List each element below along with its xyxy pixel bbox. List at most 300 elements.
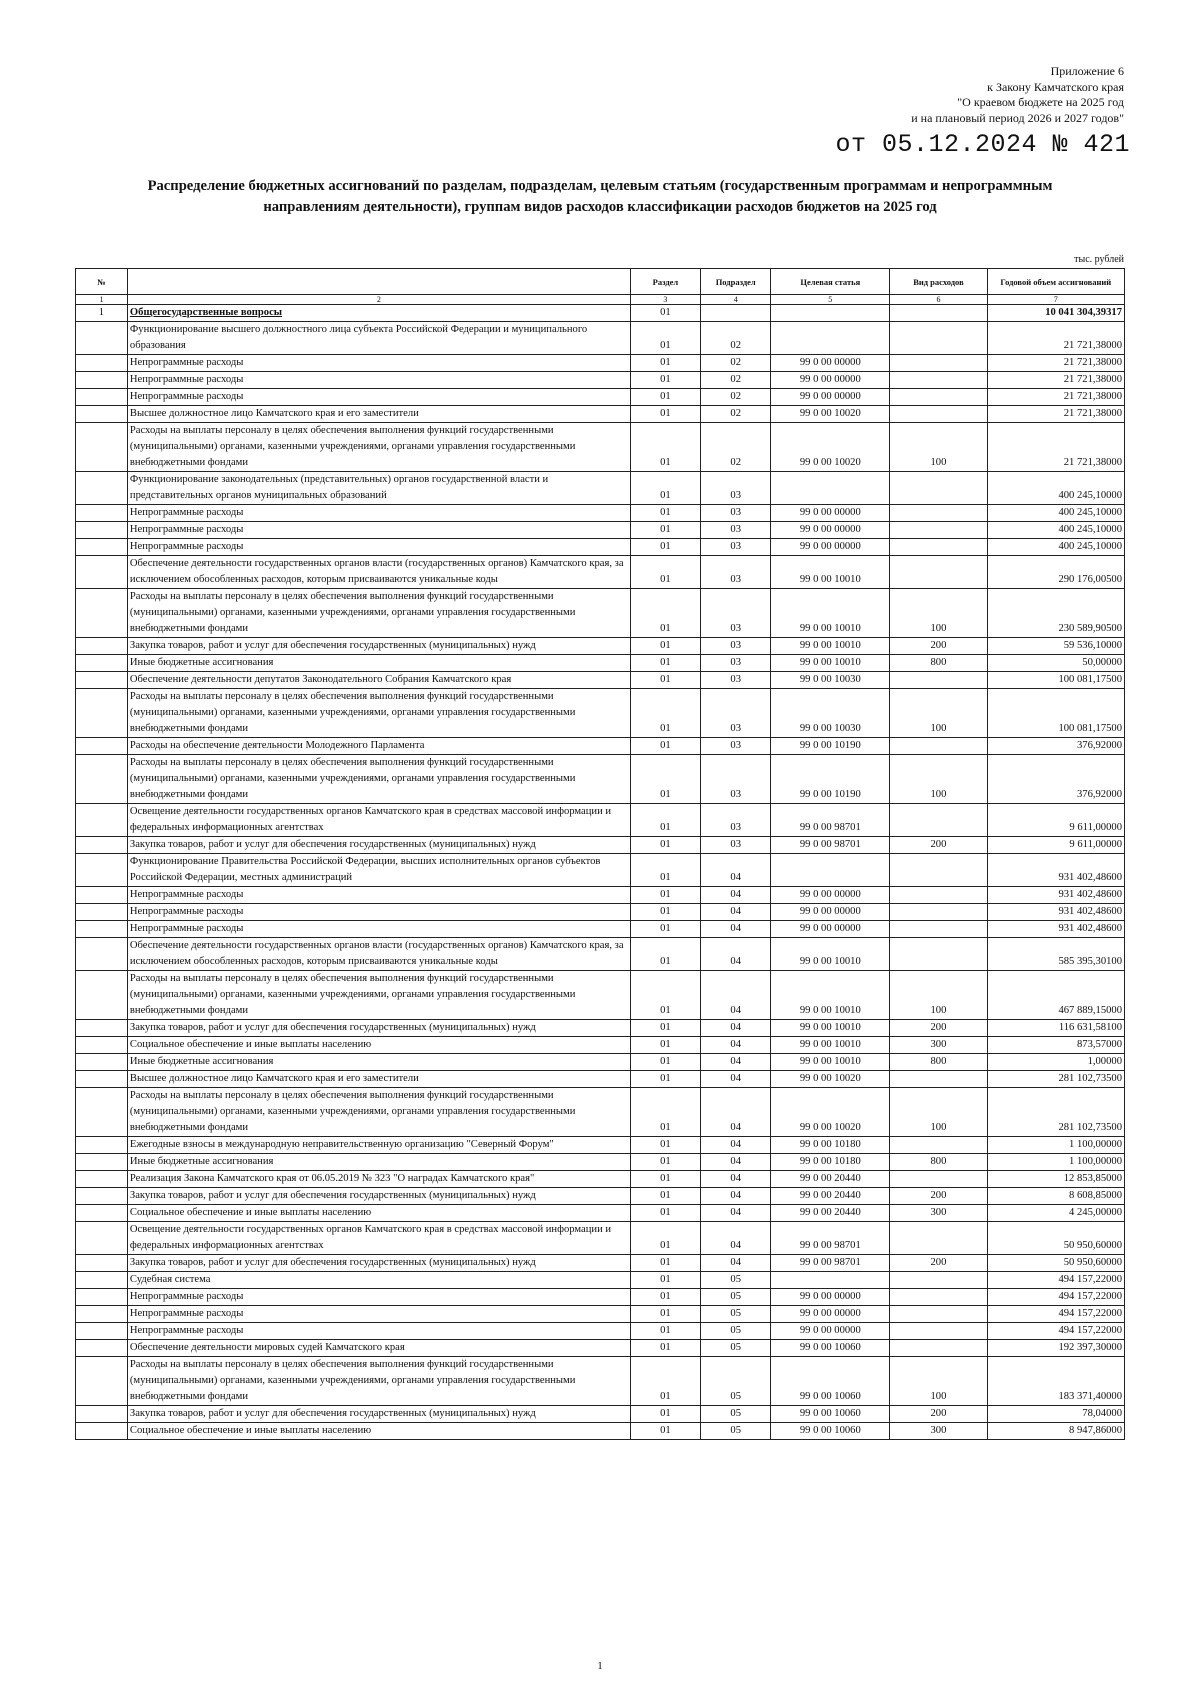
row-amount: 21 721,38000 (987, 372, 1124, 389)
row-name: Непрограммные расходы (127, 372, 630, 389)
row-expense-type: 100 (890, 971, 987, 1020)
row-amount: 281 102,73500 (987, 1088, 1124, 1137)
row-number (76, 854, 128, 887)
row-expense-type (890, 1306, 987, 1323)
row-expense-type: 200 (890, 1406, 987, 1423)
row-subsection: 05 (701, 1340, 771, 1357)
table-row (76, 389, 1125, 406)
row-section: 01 (630, 539, 700, 556)
row-expense-type: 800 (890, 1154, 987, 1171)
table-row (76, 1037, 1125, 1054)
row-section: 01 (630, 1088, 700, 1137)
row-target-article: 99 0 00 00000 (771, 539, 890, 556)
row-expense-type (890, 322, 987, 355)
row-target-article: 99 0 00 10030 (771, 689, 890, 738)
row-target-article: 99 0 00 00000 (771, 355, 890, 372)
row-subsection: 02 (701, 372, 771, 389)
row-amount: 494 157,22000 (987, 1272, 1124, 1289)
row-amount: 494 157,22000 (987, 1323, 1124, 1340)
row-expense-type (890, 472, 987, 505)
row-number (76, 1272, 128, 1289)
row-target-article: 99 0 00 00000 (771, 904, 890, 921)
row-number (76, 1323, 128, 1340)
table-row (76, 837, 1125, 854)
row-target-article (771, 472, 890, 505)
column-number: 7 (987, 295, 1124, 305)
table-row (76, 689, 1125, 738)
row-number (76, 738, 128, 755)
row-name: Обеспечение деятельности государственных органов власти (государственных органов) Камчатского края, за исключением обособленных расходов, которым присваиваются уникальные коды (127, 556, 630, 589)
row-section: 01 (630, 887, 700, 904)
row-subsection: 04 (701, 1054, 771, 1071)
table-row (76, 1154, 1125, 1171)
row-number (76, 1205, 128, 1222)
table-row (76, 1137, 1125, 1154)
row-name: Расходы на выплаты персоналу в целях обеспечения выполнения функций государственными (муниципальными) органами, казенными учреждениями, органами управления государственными внебюджетными фондами (127, 971, 630, 1020)
row-subsection: 04 (701, 1188, 771, 1205)
row-number (76, 406, 128, 423)
row-name: Непрограммные расходы (127, 522, 630, 539)
row-number (76, 472, 128, 505)
row-amount: 400 245,10000 (987, 472, 1124, 505)
column-numbers-row (76, 295, 1125, 305)
row-amount: 400 245,10000 (987, 539, 1124, 556)
row-subsection: 04 (701, 971, 771, 1020)
row-target-article (771, 854, 890, 887)
table-row (76, 1188, 1125, 1205)
row-expense-type: 200 (890, 638, 987, 655)
units-label: тыс. рублей (1074, 254, 1124, 265)
header-subsection: Подраздел (701, 269, 771, 295)
row-expense-type (890, 355, 987, 372)
row-target-article: 99 0 00 00000 (771, 389, 890, 406)
row-amount: 1 100,00000 (987, 1154, 1124, 1171)
row-subsection (701, 305, 771, 322)
table-row (76, 1171, 1125, 1188)
row-target-article: 99 0 00 20440 (771, 1188, 890, 1205)
row-name: Освещение деятельности государственных органов Камчатского края в средствах массовой информации и федеральных информационных агентствах (127, 804, 630, 837)
row-target-article: 99 0 00 10190 (771, 738, 890, 755)
row-number (76, 1289, 128, 1306)
row-expense-type: 100 (890, 1088, 987, 1137)
row-amount: 400 245,10000 (987, 522, 1124, 539)
row-expense-type (890, 1137, 987, 1154)
row-section: 01 (630, 1306, 700, 1323)
table-row (76, 755, 1125, 804)
row-target-article: 99 0 00 20440 (771, 1171, 890, 1188)
row-subsection: 04 (701, 938, 771, 971)
row-expense-type (890, 854, 987, 887)
row-target-article: 99 0 00 10030 (771, 672, 890, 689)
table-body (76, 305, 1125, 1440)
table-row (76, 655, 1125, 672)
row-section: 01 (630, 1137, 700, 1154)
row-number (76, 1171, 128, 1188)
row-amount: 78,04000 (987, 1406, 1124, 1423)
header-name (127, 269, 630, 295)
appendix-line: к Закону Камчатского края (987, 79, 1124, 94)
row-subsection: 05 (701, 1323, 771, 1340)
row-section: 01 (630, 655, 700, 672)
row-subsection: 02 (701, 322, 771, 355)
table-row (76, 305, 1125, 322)
row-expense-type: 200 (890, 837, 987, 854)
row-section: 01 (630, 355, 700, 372)
row-number (76, 423, 128, 472)
page-number: 1 (597, 1660, 603, 1672)
row-name: Расходы на выплаты персоналу в целях обеспечения выполнения функций государственными (муниципальными) органами, казенными учреждениями, органами управления государственными внебюджетными фондами (127, 423, 630, 472)
row-name: Закупка товаров, работ и услуг для обеспечения государственных (муниципальных) нужд (127, 638, 630, 655)
row-number (76, 804, 128, 837)
row-target-article: 99 0 00 00000 (771, 1323, 890, 1340)
row-subsection: 03 (701, 837, 771, 854)
row-amount: 931 402,48600 (987, 887, 1124, 904)
column-number: 4 (701, 295, 771, 305)
row-name: Непрограммные расходы (127, 887, 630, 904)
table-row (76, 738, 1125, 755)
row-number (76, 1137, 128, 1154)
row-number (76, 971, 128, 1020)
row-name: Закупка товаров, работ и услуг для обеспечения государственных (муниципальных) нужд (127, 1406, 630, 1423)
row-subsection: 05 (701, 1406, 771, 1423)
row-section: 01 (630, 1255, 700, 1272)
row-expense-type (890, 738, 987, 755)
row-amount: 290 176,00500 (987, 556, 1124, 589)
row-expense-type: 300 (890, 1205, 987, 1222)
row-expense-type: 200 (890, 1188, 987, 1205)
row-name: Непрограммные расходы (127, 1289, 630, 1306)
table-row (76, 522, 1125, 539)
table-row (76, 1020, 1125, 1037)
row-number (76, 1020, 128, 1037)
row-subsection: 03 (701, 589, 771, 638)
row-number (76, 1037, 128, 1054)
table-row (76, 672, 1125, 689)
table-row (76, 804, 1125, 837)
table-row (76, 1357, 1125, 1406)
row-number (76, 1255, 128, 1272)
row-target-article: 99 0 00 10180 (771, 1137, 890, 1154)
row-number (76, 755, 128, 804)
row-target-article: 99 0 00 00000 (771, 887, 890, 904)
row-expense-type (890, 804, 987, 837)
row-target-article (771, 1272, 890, 1289)
row-expense-type: 100 (890, 689, 987, 738)
date-number-stamp: от 05.12.2024 № 421 (835, 130, 1130, 159)
row-amount: 12 853,85000 (987, 1171, 1124, 1188)
row-section: 01 (630, 589, 700, 638)
row-target-article: 99 0 00 10010 (771, 1054, 890, 1071)
row-subsection: 05 (701, 1423, 771, 1440)
row-subsection: 05 (701, 1289, 771, 1306)
row-number (76, 389, 128, 406)
row-section: 01 (630, 1289, 700, 1306)
row-expense-type: 100 (890, 423, 987, 472)
row-section: 01 (630, 938, 700, 971)
document-title: Распределение бюджетных ассигнований по разделам, подразделам, целевым статьям (государственным программам и непрограммным направлениям деятельности), группам видов расходов классификации расходов бюджетов на 2025 год (147, 178, 1053, 215)
row-subsection: 02 (701, 423, 771, 472)
row-target-article: 99 0 00 98701 (771, 837, 890, 854)
row-expense-type: 100 (890, 1357, 987, 1406)
header-target-article: Целевая статья (771, 269, 890, 295)
table-row (76, 1340, 1125, 1357)
row-subsection: 03 (701, 755, 771, 804)
row-amount: 931 402,48600 (987, 921, 1124, 938)
row-name: Общегосударственные вопросы (127, 305, 630, 322)
row-expense-type (890, 1171, 987, 1188)
row-section: 01 (630, 854, 700, 887)
row-subsection: 04 (701, 1171, 771, 1188)
row-number: 1 (76, 305, 128, 322)
row-amount: 494 157,22000 (987, 1289, 1124, 1306)
row-section: 01 (630, 389, 700, 406)
row-target-article: 99 0 00 10010 (771, 638, 890, 655)
row-section: 01 (630, 406, 700, 423)
row-expense-type (890, 672, 987, 689)
row-section: 01 (630, 904, 700, 921)
row-name: Высшее должностное лицо Камчатского края и его заместители (127, 1071, 630, 1088)
appendix-header (911, 64, 1124, 126)
row-target-article: 99 0 00 10060 (771, 1357, 890, 1406)
row-target-article: 99 0 00 00000 (771, 505, 890, 522)
row-subsection: 04 (701, 1088, 771, 1137)
row-expense-type: 800 (890, 1054, 987, 1071)
row-amount: 50 950,60000 (987, 1255, 1124, 1272)
row-target-article: 99 0 00 10010 (771, 1020, 890, 1037)
row-number (76, 1154, 128, 1171)
row-amount: 4 245,00000 (987, 1205, 1124, 1222)
row-name: Закупка товаров, работ и услуг для обеспечения государственных (муниципальных) нужд (127, 1020, 630, 1037)
row-target-article: 99 0 00 00000 (771, 1306, 890, 1323)
row-target-article: 99 0 00 10020 (771, 1088, 890, 1137)
row-name: Ежегодные взносы в международную неправительственную организацию "Северный Форум" (127, 1137, 630, 1154)
row-subsection: 05 (701, 1306, 771, 1323)
row-expense-type (890, 556, 987, 589)
row-target-article: 99 0 00 00000 (771, 522, 890, 539)
row-name: Закупка товаров, работ и услуг для обеспечения государственных (муниципальных) нужд (127, 1255, 630, 1272)
row-expense-type (890, 505, 987, 522)
row-number (76, 1340, 128, 1357)
row-amount: 21 721,38000 (987, 406, 1124, 423)
table-row (76, 1088, 1125, 1137)
row-target-article: 99 0 00 10060 (771, 1340, 890, 1357)
row-subsection: 02 (701, 406, 771, 423)
row-amount: 9 611,00000 (987, 804, 1124, 837)
row-number (76, 1054, 128, 1071)
row-expense-type (890, 938, 987, 971)
table-row (76, 1071, 1125, 1088)
row-name: Расходы на выплаты персоналу в целях обеспечения выполнения функций государственными (муниципальными) органами, казенными учреждениями, органами управления государственными внебюджетными фондами (127, 589, 630, 638)
header-section: Раздел (630, 269, 700, 295)
row-subsection: 04 (701, 1222, 771, 1255)
header-annual-amount: Годовой объем ассигнований (987, 269, 1124, 295)
row-subsection: 03 (701, 655, 771, 672)
row-amount: 116 631,58100 (987, 1020, 1124, 1037)
row-subsection: 03 (701, 689, 771, 738)
row-name: Социальное обеспечение и иные выплаты населению (127, 1037, 630, 1054)
row-subsection: 04 (701, 921, 771, 938)
row-number (76, 539, 128, 556)
table-row (76, 589, 1125, 638)
row-section: 01 (630, 755, 700, 804)
row-section: 01 (630, 921, 700, 938)
row-section: 01 (630, 1020, 700, 1037)
row-target-article: 99 0 00 10190 (771, 755, 890, 804)
row-expense-type: 100 (890, 589, 987, 638)
row-name: Иные бюджетные ассигнования (127, 1054, 630, 1071)
row-number (76, 1088, 128, 1137)
row-section: 01 (630, 1323, 700, 1340)
header-number: № (76, 269, 128, 295)
row-amount: 21 721,38000 (987, 389, 1124, 406)
row-name: Обеспечение деятельности депутатов Законодательного Собрания Камчатского края (127, 672, 630, 689)
row-amount: 376,92000 (987, 755, 1124, 804)
row-number (76, 921, 128, 938)
appendix-line: Приложение 6 (1050, 64, 1124, 78)
row-section: 01 (630, 738, 700, 755)
row-target-article: 99 0 00 10060 (771, 1423, 890, 1440)
row-expense-type (890, 522, 987, 539)
row-section: 01 (630, 638, 700, 655)
row-name: Расходы на обеспечение деятельности Молодежного Парламента (127, 738, 630, 755)
row-expense-type (890, 1340, 987, 1357)
row-subsection: 03 (701, 672, 771, 689)
row-number (76, 522, 128, 539)
row-section: 01 (630, 556, 700, 589)
row-subsection: 04 (701, 1205, 771, 1222)
row-name: Закупка товаров, работ и услуг для обеспечения государственных (муниципальных) нужд (127, 837, 630, 854)
row-number (76, 1306, 128, 1323)
row-name: Судебная система (127, 1272, 630, 1289)
row-amount: 494 157,22000 (987, 1306, 1124, 1323)
row-amount: 873,57000 (987, 1037, 1124, 1054)
row-section: 01 (630, 1071, 700, 1088)
row-amount: 281 102,73500 (987, 1071, 1124, 1088)
row-section: 01 (630, 1037, 700, 1054)
row-target-article: 99 0 00 00000 (771, 921, 890, 938)
row-target-article: 99 0 00 10010 (771, 655, 890, 672)
row-name: Расходы на выплаты персоналу в целях обеспечения выполнения функций государственными (муниципальными) органами, казенными учреждениями, органами управления государственными внебюджетными фондами (127, 755, 630, 804)
row-expense-type (890, 887, 987, 904)
column-number: 5 (771, 295, 890, 305)
table-row (76, 887, 1125, 904)
row-section: 01 (630, 1222, 700, 1255)
table-row (76, 1306, 1125, 1323)
row-amount: 21 721,38000 (987, 355, 1124, 372)
row-amount: 931 402,48600 (987, 854, 1124, 887)
row-number (76, 1406, 128, 1423)
table-row (76, 322, 1125, 355)
appendix-line: и на плановый период 2026 и 2027 годов" (911, 110, 1124, 125)
row-subsection: 03 (701, 738, 771, 755)
table-row (76, 556, 1125, 589)
row-name: Непрограммные расходы (127, 505, 630, 522)
table-row (76, 904, 1125, 921)
row-number (76, 1423, 128, 1440)
row-subsection: 04 (701, 1154, 771, 1171)
row-target-article: 99 0 00 10060 (771, 1406, 890, 1423)
row-number (76, 655, 128, 672)
row-expense-type (890, 904, 987, 921)
row-amount: 100 081,17500 (987, 689, 1124, 738)
row-subsection: 03 (701, 522, 771, 539)
row-section: 01 (630, 1423, 700, 1440)
row-number (76, 372, 128, 389)
table-row (76, 1323, 1125, 1340)
row-amount: 50 950,60000 (987, 1222, 1124, 1255)
row-name: Непрограммные расходы (127, 904, 630, 921)
table-row (76, 1423, 1125, 1440)
row-subsection: 04 (701, 1020, 771, 1037)
row-amount: 1 100,00000 (987, 1137, 1124, 1154)
row-name: Иные бюджетные ассигнования (127, 655, 630, 672)
row-number (76, 505, 128, 522)
row-subsection: 04 (701, 1137, 771, 1154)
row-name: Непрограммные расходы (127, 1306, 630, 1323)
row-subsection: 05 (701, 1357, 771, 1406)
row-number (76, 837, 128, 854)
row-number (76, 1222, 128, 1255)
row-amount: 931 402,48600 (987, 904, 1124, 921)
table-row (76, 1255, 1125, 1272)
row-target-article: 99 0 00 10020 (771, 406, 890, 423)
row-name: Расходы на выплаты персоналу в целях обеспечения выполнения функций государственными (муниципальными) органами, казенными учреждениями, органами управления государственными внебюджетными фондами (127, 689, 630, 738)
table-row (76, 423, 1125, 472)
row-amount: 100 081,17500 (987, 672, 1124, 689)
row-amount: 8 947,86000 (987, 1423, 1124, 1440)
table-row (76, 472, 1125, 505)
row-number (76, 322, 128, 355)
row-amount: 183 371,40000 (987, 1357, 1124, 1406)
row-expense-type: 300 (890, 1037, 987, 1054)
row-amount: 192 397,30000 (987, 1340, 1124, 1357)
row-number (76, 887, 128, 904)
row-name: Реализация Закона Камчатского края от 06.05.2019 № 323 "О наградах Камчатского края" (127, 1171, 630, 1188)
row-subsection: 04 (701, 854, 771, 887)
row-section: 01 (630, 1205, 700, 1222)
row-expense-type: 800 (890, 655, 987, 672)
row-name: Непрограммные расходы (127, 921, 630, 938)
row-section: 01 (630, 971, 700, 1020)
row-expense-type (890, 305, 987, 322)
row-subsection: 03 (701, 556, 771, 589)
row-expense-type (890, 1323, 987, 1340)
row-amount: 10 041 304,39317 (987, 305, 1124, 322)
table-row (76, 372, 1125, 389)
row-amount: 1,00000 (987, 1054, 1124, 1071)
row-subsection: 02 (701, 389, 771, 406)
row-target-article: 99 0 00 00000 (771, 1289, 890, 1306)
row-number (76, 355, 128, 372)
row-name: Непрограммные расходы (127, 1323, 630, 1340)
table-row (76, 921, 1125, 938)
row-amount: 230 589,90500 (987, 589, 1124, 638)
row-name: Функционирование Правительства Российской Федерации, высших исполнительных органов субъектов Российской Федерации, местных администраций (127, 854, 630, 887)
row-number (76, 1357, 128, 1406)
row-number (76, 672, 128, 689)
row-section: 01 (630, 1154, 700, 1171)
row-number (76, 938, 128, 971)
row-target-article: 99 0 00 10180 (771, 1154, 890, 1171)
row-section: 01 (630, 1171, 700, 1188)
row-name: Функционирование высшего должностного лица субъекта Российской Федерации и муниципального образования (127, 322, 630, 355)
row-target-article: 99 0 00 98701 (771, 1222, 890, 1255)
column-number: 6 (890, 295, 987, 305)
row-expense-type (890, 1222, 987, 1255)
row-target-article: 99 0 00 10010 (771, 971, 890, 1020)
row-name: Освещение деятельности государственных органов Камчатского края в средствах массовой информации и федеральных информационных агентствах (127, 1222, 630, 1255)
row-section: 01 (630, 372, 700, 389)
